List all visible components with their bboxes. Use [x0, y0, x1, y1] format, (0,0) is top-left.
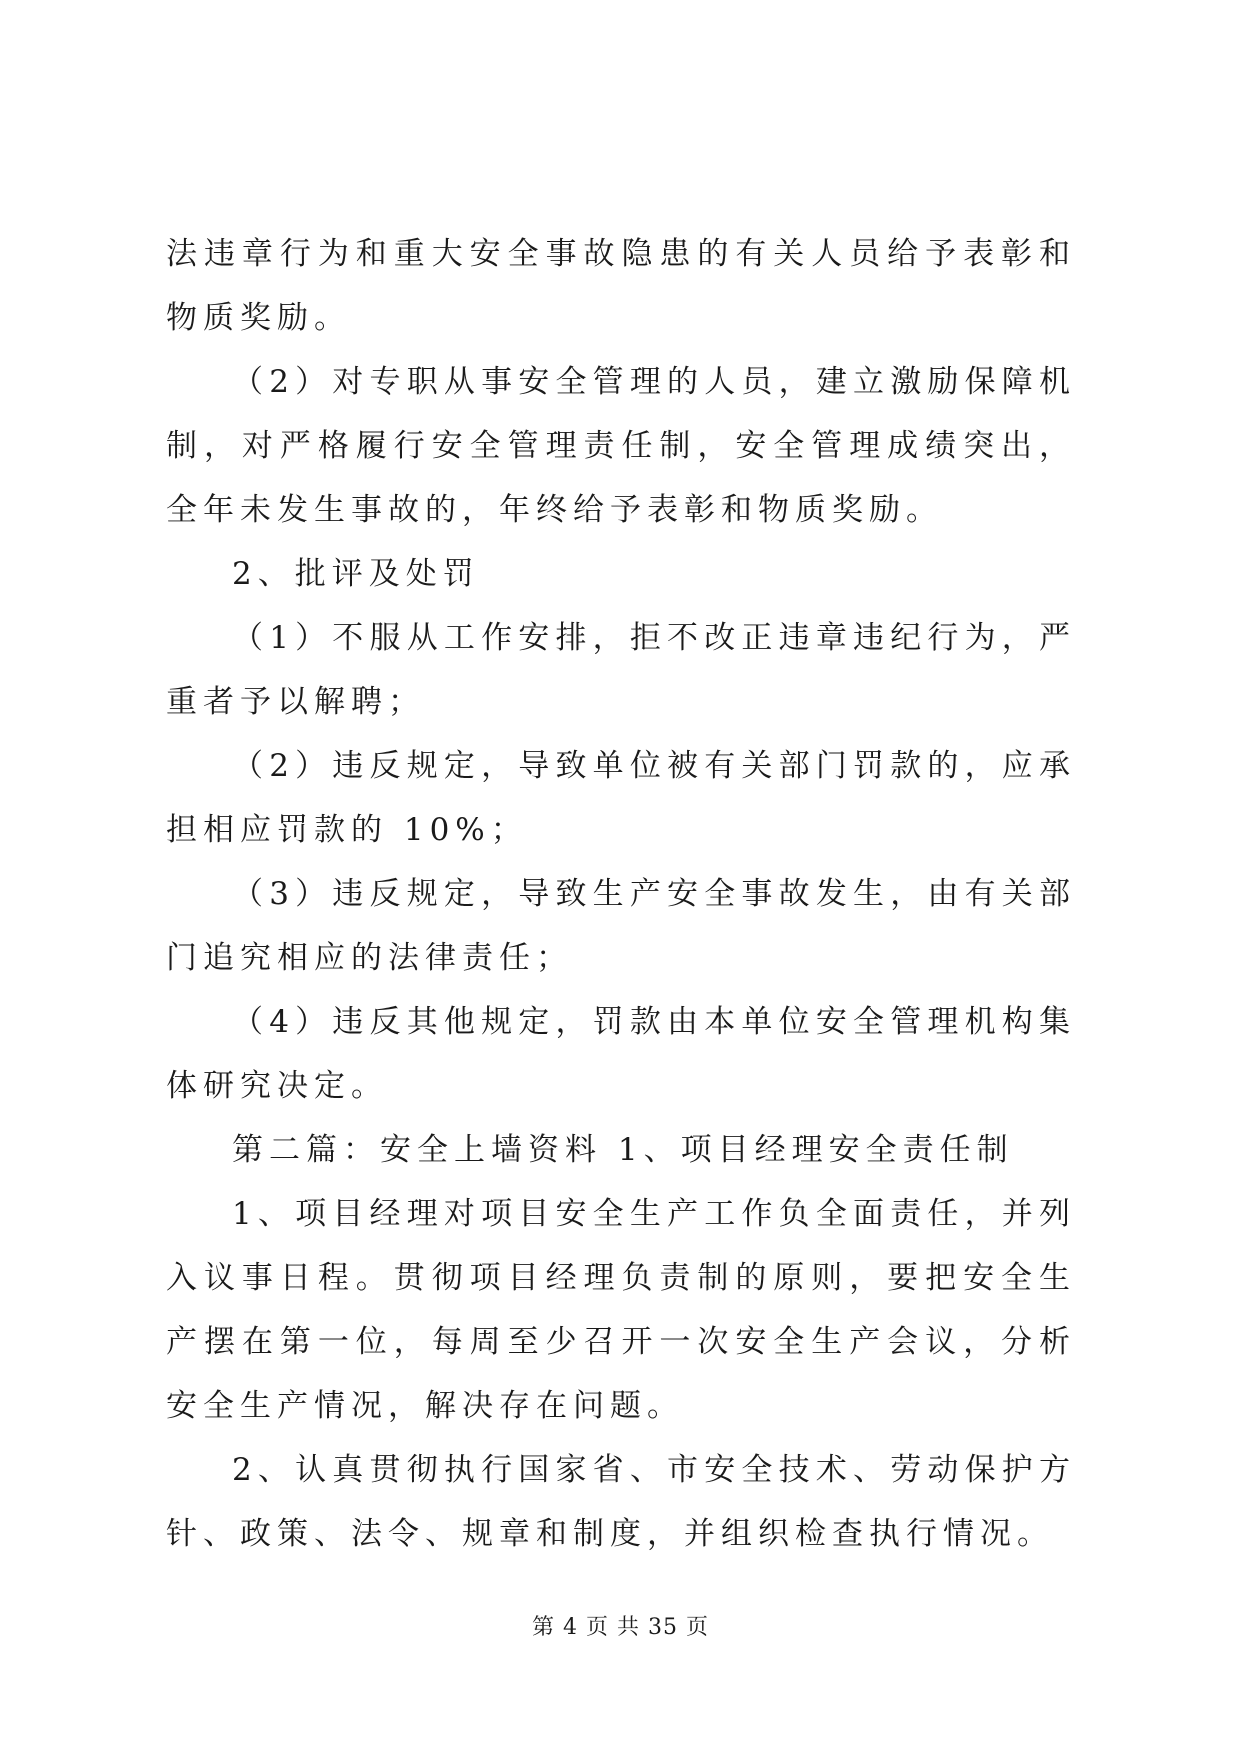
paragraph-continuation: 法违章行为和重大安全事故隐患的有关人员给予表彰和物质奖励。	[166, 236, 1076, 336]
document-body	[166, 222, 1076, 1566]
paragraph-penalty-item-3: （3）违反规定，导致生产安全事故发生，由有关部门追究相应的法律责任；	[166, 876, 1076, 976]
paragraph-manager-duty-2: 2、认真贯彻执行国家省、市安全技术、劳动保护方针、政策、法令、规章和制度，并组织检查执行情况。	[166, 1452, 1076, 1552]
chapter-heading: 第二篇：安全上墙资料 1、项目经理安全责任制	[232, 1132, 1014, 1168]
paragraph-penalty-item-2: （2）违反规定，导致单位被有关部门罚款的，应承担相应罚款的 10%；	[166, 748, 1076, 848]
paragraph-penalty-item-1: （1）不服从工作安排，拒不改正违章违纪行为，严重者予以解聘；	[166, 620, 1076, 720]
paragraph-reward-item-2: （2）对专职从事安全管理的人员，建立激励保障机制，对严格履行安全管理责任制，安全管理成绩突出，全年未发生事故的，年终给予表彰和物质奖励。	[166, 364, 1076, 528]
page-number-footer: 第 4 页 共 35 页	[532, 1615, 709, 1640]
paragraph-penalty-item-4: （4）违反其他规定，罚款由本单位安全管理机构集体研究决定。	[166, 1004, 1076, 1104]
section-heading-criticism: 2、批评及处罚	[232, 556, 480, 592]
paragraph-manager-duty-1: 1、项目经理对项目安全生产工作负全面责任，并列入议事日程。贯彻项目经理负责制的原则，要把安全生产摆在第一位，每周至少召开一次安全生产会议，分析安全生产情况，解决存在问题。	[166, 1196, 1076, 1424]
